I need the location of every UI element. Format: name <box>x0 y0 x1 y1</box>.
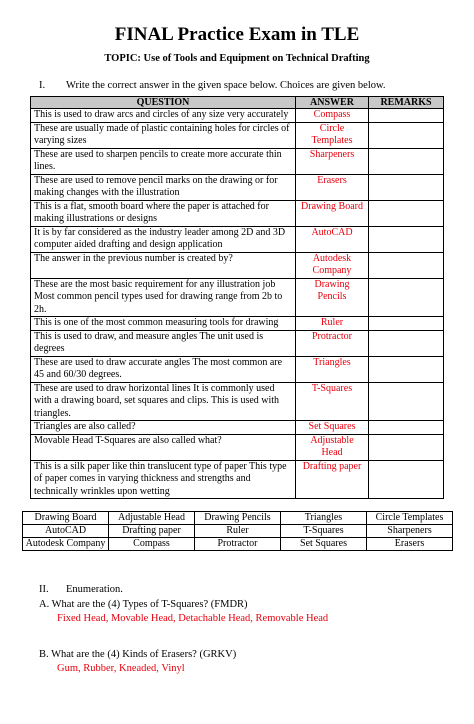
choice-cell: Circle Templates <box>367 512 453 525</box>
remarks-cell <box>369 148 444 174</box>
part2-a-question: A. What are the (4) Types of T-Squares? (FMDR) <box>39 599 248 610</box>
remarks-cell <box>369 174 444 200</box>
choice-cell: AutoCAD <box>23 525 109 538</box>
remarks-cell <box>369 278 444 317</box>
part2-b-question: B. What are the (4) Kinds of Erasers? (GRKV) <box>39 649 237 660</box>
choice-cell: Drawing Board <box>23 512 109 525</box>
question-cell: This is a silk paper like thin translucent type of paper This type of paper comes in varying thickness and strengths and technically wrinkles upon wetting <box>31 460 296 499</box>
table-row <box>31 109 444 123</box>
part1-numeral: I. <box>39 80 46 91</box>
choice-cell: T-Squares <box>281 525 367 538</box>
table-row <box>31 382 444 421</box>
question-cell: These are used to remove pencil marks on the drawing or for making changes with the illustration <box>31 174 296 200</box>
question-cell: These are used to draw accurate angles The most common are 45 and 60/30 degrees. <box>31 356 296 382</box>
answer-cell: Ruler <box>296 317 369 331</box>
remarks-cell <box>369 434 444 460</box>
remarks-cell <box>369 317 444 331</box>
question-cell: It is by far considered as the industry leader among 2D and 3D computer aided drafting and design application <box>31 226 296 252</box>
table-row <box>31 174 444 200</box>
remarks-cell <box>369 356 444 382</box>
table-row <box>31 278 444 317</box>
choice-cell: Set Squares <box>281 538 367 551</box>
question-cell: This is one of the most common measuring tools for drawing <box>31 317 296 331</box>
choice-cell: Drafting paper <box>109 525 195 538</box>
table-row <box>31 148 444 174</box>
question-cell: Movable Head T-Squares are also called what? <box>31 434 296 460</box>
answer-cell: Compass <box>296 109 369 123</box>
choice-cell: Protractor <box>195 538 281 551</box>
answer-cell: Set Squares <box>296 421 369 435</box>
table-row <box>31 460 444 499</box>
header-answer: ANSWER <box>296 97 369 109</box>
table-row <box>31 317 444 331</box>
remarks-cell <box>369 460 444 499</box>
answer-cell: Triangles <box>296 356 369 382</box>
question-cell: The answer in the previous number is created by? <box>31 252 296 278</box>
choices-row <box>23 525 453 538</box>
choice-cell: Triangles <box>281 512 367 525</box>
question-cell: These are used to sharpen pencils to create more accurate thin lines. <box>31 148 296 174</box>
topic-line: TOPIC: Use of Tools and Equipment on Technical Drafting <box>104 53 370 64</box>
remarks-cell <box>369 382 444 421</box>
answer-cell: Drawing Pencils <box>296 278 369 317</box>
answer-cell: T-Squares <box>296 382 369 421</box>
remarks-cell <box>369 330 444 356</box>
part2-b-answer: Gum, Rubber, Kneaded, Vinyl <box>57 663 185 674</box>
table-row <box>31 356 444 382</box>
table-row <box>31 434 444 460</box>
choice-cell: Sharpeners <box>367 525 453 538</box>
table-row <box>31 330 444 356</box>
choices-row <box>23 512 453 525</box>
part2-a-answer: Fixed Head, Movable Head, Detachable Head, Removable Head <box>57 613 329 624</box>
question-cell: This is used to draw arcs and circles of any size very accurately <box>31 109 296 123</box>
question-table-body <box>31 109 444 499</box>
answer-cell: Erasers <box>296 174 369 200</box>
table-row <box>31 252 444 278</box>
choice-cell: Autodesk Company <box>23 538 109 551</box>
answer-cell: Sharpeners <box>296 148 369 174</box>
table-row <box>31 200 444 226</box>
choice-cell: Erasers <box>367 538 453 551</box>
remarks-cell <box>369 421 444 435</box>
question-cell: Triangles are also called? <box>31 421 296 435</box>
answer-cell: AutoCAD <box>296 226 369 252</box>
choices-table <box>22 511 453 551</box>
answer-cell: Drafting paper <box>296 460 369 499</box>
header-question: QUESTION <box>31 97 296 109</box>
choices-table-body <box>23 512 453 551</box>
answer-cell: Adjustable Head <box>296 434 369 460</box>
question-table-header <box>31 97 444 109</box>
choice-cell: Adjustable Head <box>109 512 195 525</box>
remarks-cell <box>369 200 444 226</box>
table-row <box>31 226 444 252</box>
part2-heading-text: Enumeration. <box>66 584 123 595</box>
table-row <box>31 421 444 435</box>
remarks-cell <box>369 226 444 252</box>
page-title: FINAL Practice Exam in TLE <box>114 24 360 45</box>
table-row <box>31 122 444 148</box>
answer-cell: Circle Templates <box>296 122 369 148</box>
choice-cell: Ruler <box>195 525 281 538</box>
part2-heading <box>39 583 123 596</box>
question-cell: These are the most basic requirement for any illustration job Most common pencil types used for drawing range from 2b to 2h. <box>31 278 296 317</box>
part1-instruction <box>39 80 386 91</box>
question-cell: These are usually made of plastic containing holes for circles of varying sizes <box>31 122 296 148</box>
choices-row <box>23 538 453 551</box>
header-remarks: REMARKS <box>369 97 444 109</box>
answer-cell: Drawing Board <box>296 200 369 226</box>
question-cell: These are used to draw horizontal lines It is commonly used with a drawing board, set squares and clips. This is used with triangles. <box>31 382 296 421</box>
choice-cell: Drawing Pencils <box>195 512 281 525</box>
answer-cell: Autodesk Company <box>296 252 369 278</box>
question-cell: This is used to draw, and measure angles The unit used is degrees <box>31 330 296 356</box>
question-cell: This is a flat, smooth board where the paper is attached for making illustrations or designs <box>31 200 296 226</box>
remarks-cell <box>369 109 444 123</box>
answer-cell: Protractor <box>296 330 369 356</box>
choice-cell: Compass <box>109 538 195 551</box>
remarks-cell <box>369 252 444 278</box>
question-table <box>30 96 444 499</box>
part2-numeral: II. <box>39 584 49 595</box>
part1-instruction-text: Write the correct answer in the given space below. Choices are given below. <box>66 80 386 91</box>
remarks-cell <box>369 122 444 148</box>
